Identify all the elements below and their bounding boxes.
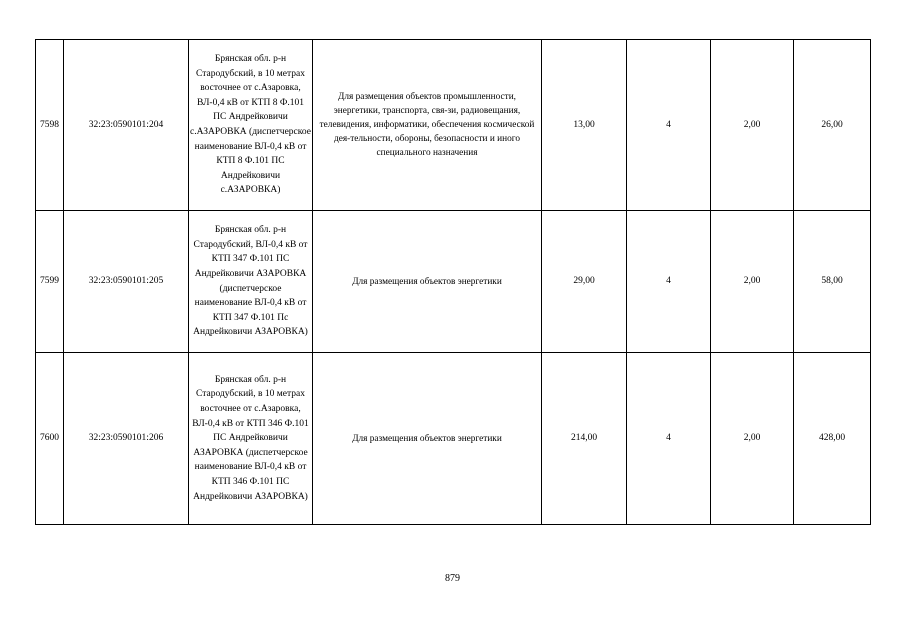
plot-rate: 2,00 xyxy=(711,353,794,525)
plot-purpose: Для размещения объектов энергетики xyxy=(313,211,542,353)
plot-purpose: Для размещения объектов промышленности, энергетики, транспорта, свя-зи, радиовещания, телевидения, информатики, обеспечения космической дея-тельности, обороны, безопасности и иного специального назначения xyxy=(313,40,542,211)
plot-address: Брянская обл. р-н Стародубский, в 10 метрах восточнее от с.Азаровка, ВЛ-0,4 кВ от КТП 8 Ф.101 ПС Андрейковичи с.АЗАРОВКА (диспетчерское наименование ВЛ-0,4 кВ от КТП 8 Ф.101 ПС Андрейковичи с.АЗАРОВКА) xyxy=(189,40,313,211)
page-number: 879 xyxy=(445,573,460,584)
plot-column-6: 4 xyxy=(627,211,711,353)
cadastral-number: 32:23:0590101:206 xyxy=(64,353,189,525)
plot-area: 29,00 xyxy=(542,211,627,353)
cadastral-number: 32:23:0590101:204 xyxy=(64,40,189,211)
plot-area: 214,00 xyxy=(542,353,627,525)
plot-address: Брянская обл. р-н Стародубский, ВЛ-0,4 кВ от КТП 347 Ф.101 ПС Андрейковичи АЗАРОВКА (диспетчерское наименование ВЛ-0,4 кВ от КТП 347 Ф.101 Пс Андрейковичи АЗАРОВКА) xyxy=(189,211,313,353)
plot-purpose: Для размещения объектов энергетики xyxy=(313,353,542,525)
plot-column-6: 4 xyxy=(627,40,711,211)
land-plots-table xyxy=(35,39,871,525)
cadastral-number: 32:23:0590101:205 xyxy=(64,211,189,353)
plot-total: 26,00 xyxy=(794,40,871,211)
row-number: 7600 xyxy=(36,353,64,525)
table-row xyxy=(36,353,871,525)
table-row xyxy=(36,40,871,211)
table-row xyxy=(36,211,871,353)
row-number: 7599 xyxy=(36,211,64,353)
plot-rate: 2,00 xyxy=(711,211,794,353)
plot-area: 13,00 xyxy=(542,40,627,211)
row-number: 7598 xyxy=(36,40,64,211)
plot-column-6: 4 xyxy=(627,353,711,525)
plot-rate: 2,00 xyxy=(711,40,794,211)
plot-total: 58,00 xyxy=(794,211,871,353)
plot-total: 428,00 xyxy=(794,353,871,525)
plot-address: Брянская обл. р-н Стародубский, в 10 метрах восточнее от с.Азаровка, ВЛ-0,4 кВ от КТП 346 Ф.101 ПС Андрейковичи АЗАРОВКА (диспетчерское наименование ВЛ-0,4 кВ от КТП 346 Ф.101 ПС Андрейковичи АЗАРОВКА) xyxy=(189,353,313,525)
